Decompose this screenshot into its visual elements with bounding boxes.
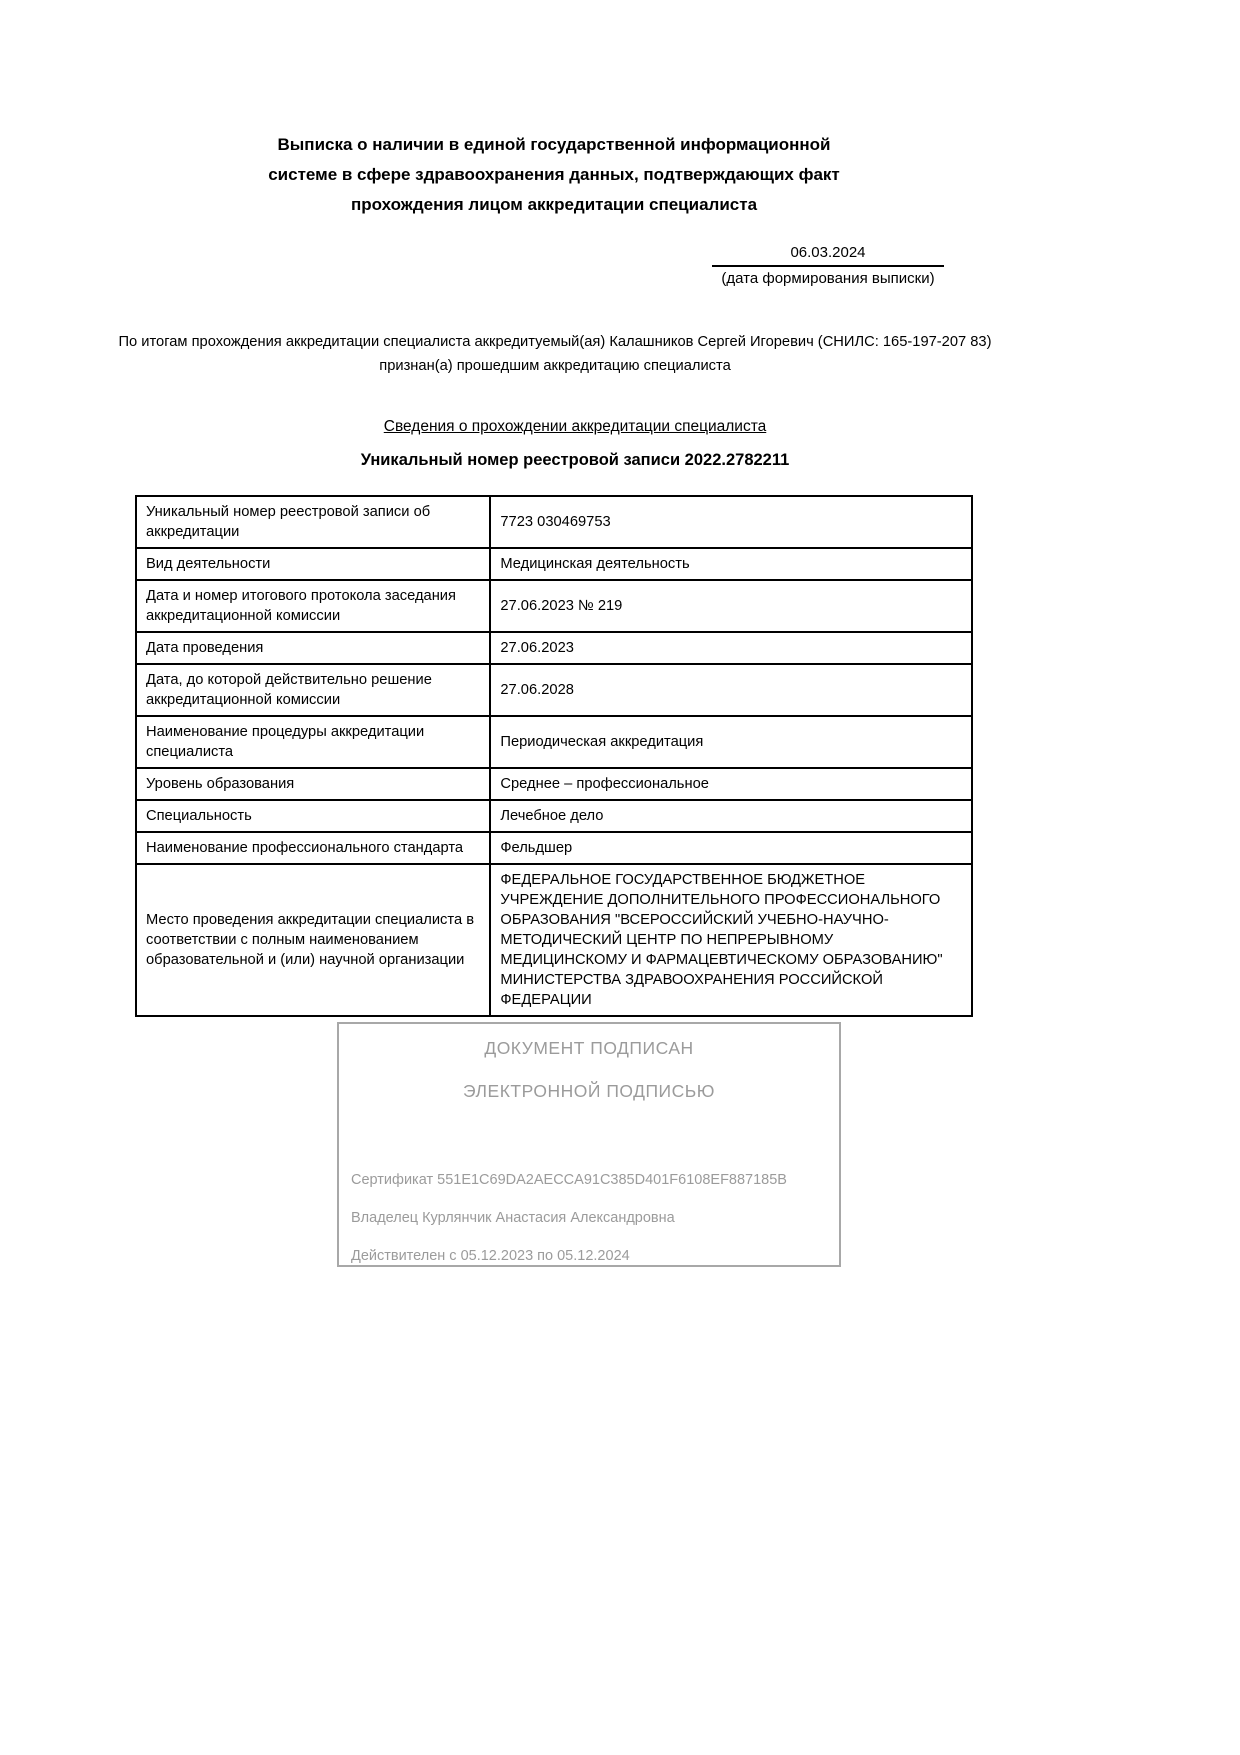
row-label: Уровень образования	[136, 768, 490, 800]
table-row	[136, 548, 972, 580]
row-value: Среднее – профессиональное	[490, 768, 972, 800]
row-label: Место проведения аккредитации специалиста в соответствии с полным наименованием образовательной и (или) научной организации	[136, 864, 490, 1016]
table-row	[136, 632, 972, 664]
row-label: Дата и номер итогового протокола заседания аккредитационной комиссии	[136, 580, 490, 632]
electronic-signature-stamp	[337, 1022, 841, 1267]
intro-paragraph-line: признан(а) прошедшим аккредитацию специалиста	[379, 358, 731, 374]
row-label: Уникальный номер реестровой записи об аккредитации	[136, 496, 490, 548]
table-row	[136, 664, 972, 716]
document-title-line: системе в сфере здравоохранения данных, подтверждающих факт	[268, 165, 840, 184]
row-value: Фельдшер	[490, 832, 972, 864]
row-value: ФЕДЕРАЛЬНОЕ ГОСУДАРСТВЕННОЕ БЮДЖЕТНОЕ УЧРЕЖДЕНИЕ ДОПОЛНИТЕЛЬНОГО ПРОФЕССИОНАЛЬНОГО ОБРАЗОВАНИЯ "ВСЕРОССИЙСКИЙ УЧЕБНО-НАУЧНО-МЕТОДИЧЕСКИЙ ЦЕНТР ПО НЕПРЕРЫВНОМУ МЕДИЦИНСКОМУ И ФАРМАЦЕВТИЧЕСКОМУ ОБРАЗОВАНИЮ" МИНИСТЕРСТВА ЗДРАВООХРАНЕНИЯ РОССИЙСКОЙ ФЕДЕРАЦИИ	[490, 864, 972, 1016]
intro-paragraph-line: По итогам прохождения аккредитации специалиста аккредитуемый(ая) Калашников Сергей Игоревич (СНИЛС: 165-197-207 83)	[118, 334, 992, 350]
signature-title-line: ЭЛЕКТРОННОЙ ПОДПИСЬЮ	[463, 1081, 715, 1101]
row-label: Вид деятельности	[136, 548, 490, 580]
signature-certificate: Сертификат 551E1C69DA2AECCA91C385D401F6108EF887185B	[351, 1172, 787, 1188]
row-value: 27.06.2023	[490, 632, 972, 664]
section-heading-text: Сведения о прохождении аккредитации специалиста	[383, 418, 767, 435]
issue-date-caption: (дата формирования выписки)	[721, 270, 935, 287]
row-label: Наименование профессионального стандарта	[136, 832, 490, 864]
table-row	[136, 580, 972, 632]
row-value: 27.06.2023 № 219	[490, 580, 972, 632]
record-number-heading: Уникальный номер реестровой записи 2022.2782211	[360, 451, 790, 469]
row-label: Специальность	[136, 800, 490, 832]
row-value: 7723 030469753	[490, 496, 972, 548]
row-label: Дата, до которой действительно решение аккредитационной комиссии	[136, 664, 490, 716]
row-value: Лечебное дело	[490, 800, 972, 832]
accreditation-table	[135, 495, 973, 1017]
document-title-line: прохождения лицом аккредитации специалиста	[350, 195, 758, 214]
row-value: Медицинская деятельность	[490, 548, 972, 580]
issue-date-block	[712, 243, 944, 288]
issue-date-value: 06.03.2024	[712, 243, 944, 267]
row-label: Наименование процедуры аккредитации специалиста	[136, 716, 490, 768]
table-row	[136, 832, 972, 864]
row-label: Дата проведения	[136, 632, 490, 664]
table-row	[136, 800, 972, 832]
table-row	[136, 864, 972, 1016]
intro-paragraph	[85, 330, 1025, 378]
table-row	[136, 496, 972, 548]
signature-validity: Действителен с 05.12.2023 по 05.12.2024	[351, 1248, 630, 1264]
table-row	[136, 768, 972, 800]
document-title	[135, 130, 973, 220]
row-value: 27.06.2028	[490, 664, 972, 716]
table-row	[136, 716, 972, 768]
document-title-line: Выписка о наличии в единой государственной информационной	[277, 135, 831, 154]
section-heading	[135, 418, 1015, 436]
signature-title-line: ДОКУМЕНТ ПОДПИСАН	[484, 1038, 694, 1058]
signature-owner: Владелец Курлянчик Анастасия Александровна	[351, 1210, 675, 1226]
row-value: Периодическая аккредитация	[490, 716, 972, 768]
